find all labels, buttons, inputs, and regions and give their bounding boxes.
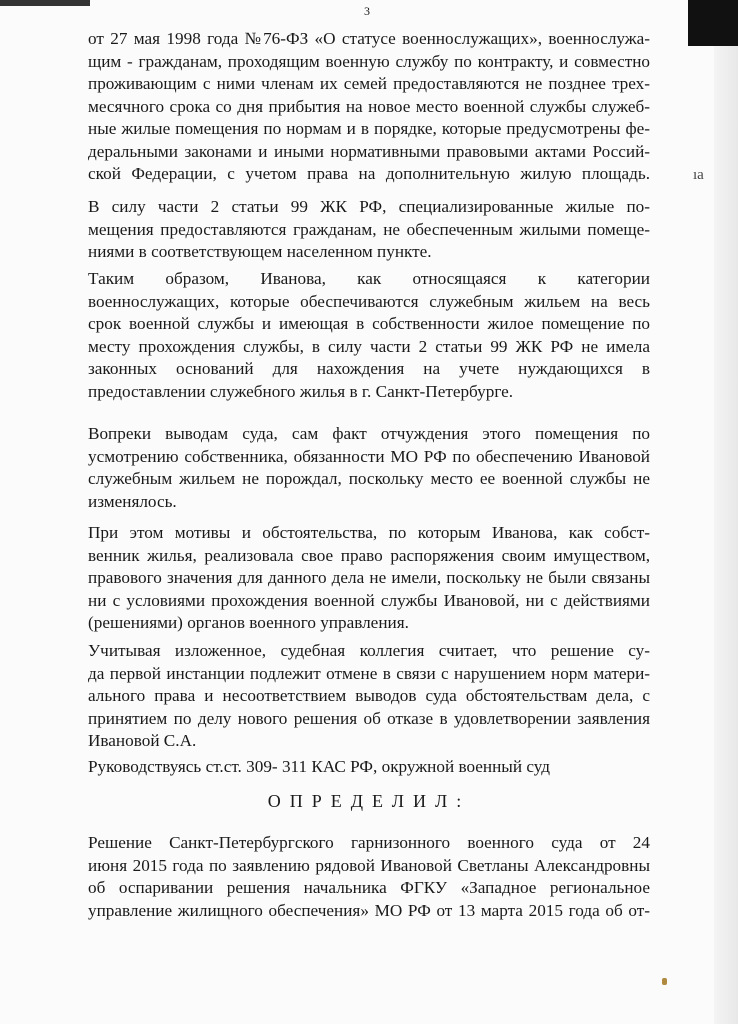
text-line: щим - гражданам, проходящим военную службу по контракту, и совместно xyxy=(88,51,650,71)
text-line: ального права и несоответствием выводов суда обстоятельствам дела, с xyxy=(88,686,650,705)
text-line: ные жилые помещения по нормам и в порядке, которые предусмотрены фе- xyxy=(88,119,650,138)
scan-speck xyxy=(662,978,667,985)
text-line: проживающим с ними членам их семей предоставляются не позднее трех- xyxy=(88,74,650,93)
text-line: (решениями) органов военного управления. xyxy=(88,613,409,632)
text-line: Ивановой С.А. xyxy=(88,731,197,750)
scan-edge-black xyxy=(688,0,738,46)
text-line: от 27 мая 1998 года №76-ФЗ «О статусе военнослужащих», военнослужа- xyxy=(88,29,650,48)
text-line: венник жилья, реализовала свое право распоряжения своим имуществом, xyxy=(88,545,650,565)
text-line: Руководствуясь ст.ст. 309- 311 КАС РФ, окружной военный суд xyxy=(88,757,550,776)
text-line: месту прохождения службы, в силу части 2 статьи 99 ЖК РФ не имела xyxy=(88,336,650,356)
margin-text-fragment: ıa xyxy=(693,167,704,183)
text-line: месячного срока со дня прибытия на новое место военной службы служеб- xyxy=(88,96,650,116)
text-line: мещения предоставляются гражданам, не обеспеченным жилыми помеще- xyxy=(88,219,650,239)
paragraph xyxy=(88,268,650,403)
text-line: предоставлении служебного жилья в г. Санкт-Петербурге. xyxy=(88,381,514,401)
text-line: управление жилищного обеспечения» МО РФ от 13 марта 2015 года об от- xyxy=(88,900,650,920)
scan-edge-gray xyxy=(714,46,738,1024)
text-line: принятием по делу нового решения об отказе в удовлетворении заявления xyxy=(88,708,650,728)
text-line: да первой инстанции подлежит отмене в связи с нарушением норм матери- xyxy=(88,663,650,683)
scan-edge-shadow xyxy=(0,0,90,6)
text-line: ниями в соответствующем населенном пункте. xyxy=(88,242,432,261)
text-line: Решение Санкт-Петербургского гарнизонного военного суда от 24 xyxy=(88,833,650,852)
paragraph xyxy=(88,28,650,186)
text-line: законных оснований для нахождения на учете нуждающихся в xyxy=(88,359,650,378)
text-line: об оспаривании решения начальника ФГКУ «Западное региональное xyxy=(88,878,650,897)
text-line: ской Федерации, с учетом права на дополнительную жилую площадь. xyxy=(88,164,650,183)
paragraph xyxy=(88,832,650,922)
text-line: Таким образом, Иванова, как относящаяся к категории xyxy=(88,269,650,288)
text-line: служебным жильем не порождал, поскольку место ее военной службы не xyxy=(88,469,650,488)
text-line: срок военной службы и имеющая в собственности жилое помещение по xyxy=(88,314,650,333)
text-line: изменялось. xyxy=(88,491,177,511)
paragraph xyxy=(88,522,650,635)
text-line: июня 2015 года по заявлению рядовой Ивановой Светланы Александровны xyxy=(88,855,650,875)
paragraph xyxy=(88,423,650,513)
text-line: правового значения для данного дела не имели, поскольку не были связаны xyxy=(88,568,650,587)
paragraph xyxy=(88,640,650,753)
paragraph xyxy=(88,196,650,264)
text-line: ни с условиями прохождения военной службы Ивановой, ни с действиями xyxy=(88,590,650,610)
text-line: При этом мотивы и обстоятельства, по которым Иванова, как собст- xyxy=(88,523,650,542)
text-line: Вопреки выводам суда, сам факт отчуждения этого помещения по xyxy=(88,424,650,443)
paragraph xyxy=(88,756,650,779)
page-number: 3 xyxy=(364,4,370,18)
text-line: усмотрению собственника, обязанности МО РФ по обеспечению Ивановой xyxy=(88,446,650,466)
ruling-heading: ОПРЕДЕЛИЛ: xyxy=(267,791,471,811)
text-line: Учитывая изложенное, судебная коллегия считает, что решение су- xyxy=(88,641,650,660)
text-line: В силу части 2 статьи 99 ЖК РФ, специализированные жилые по- xyxy=(88,197,650,216)
text-line: военнослужащих, которые обеспечиваются служебным жильем на весь xyxy=(88,291,650,311)
text-line: деральными законами и иными нормативными правовыми актами Россий- xyxy=(88,141,650,161)
